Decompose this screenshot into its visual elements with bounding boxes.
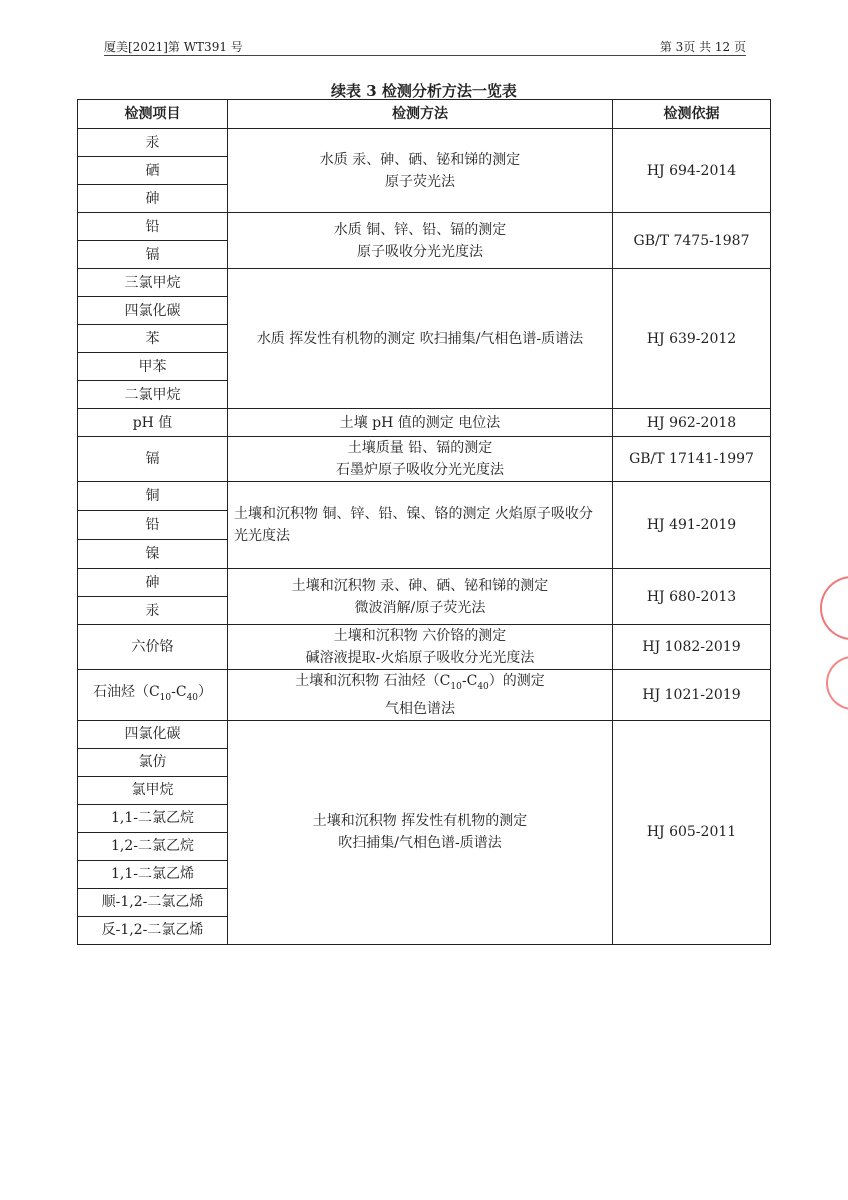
detection-method-text: 土壤 pH 值的测定 电位法: [339, 414, 501, 431]
detection-method: [228, 269, 613, 409]
detection-item: 铅: [78, 213, 228, 241]
detection-item: 四氯化碳: [78, 297, 228, 325]
detection-item: 苯: [78, 325, 228, 353]
detection-method-text: 土壤和沉积物 六价铬的测定 碱溶液提取-火焰原子吸收分光光度法: [305, 628, 535, 666]
detection-method: [228, 409, 613, 437]
detection-item: 镍: [78, 540, 228, 569]
table-row: [78, 129, 771, 157]
table-row: [78, 269, 771, 297]
detection-method: [228, 213, 613, 269]
detection-item: 1,1-二氯乙烷: [78, 804, 228, 832]
detection-basis: HJ 694-2014: [613, 129, 771, 213]
detection-basis: GB/T 17141-1997: [613, 437, 771, 482]
detection-method-text: 土壤和沉积物 汞、砷、硒、铋和锑的测定 微波消解/原子荧光法: [291, 577, 549, 616]
detection-method-text: 水质 挥发性有机物的测定 吹扫捕集/气相色谱-质谱法: [256, 330, 584, 347]
header-rule: [104, 55, 746, 56]
column-header-item: 检测项目: [78, 100, 228, 129]
page-header: [104, 38, 746, 60]
detection-item: 汞: [78, 597, 228, 625]
detection-method-text: 水质 铜、锌、铅、镉的测定 原子吸收分光光度法: [333, 221, 507, 260]
detection-item: 硒: [78, 157, 228, 185]
report-number: 厦美[2021]第 WT391 号: [104, 40, 243, 54]
page-indicator: 第 3页 共 12 页: [659, 40, 746, 54]
detection-basis: HJ 962-2018: [613, 409, 771, 437]
detection-method-text: 土壤和沉积物 石油烃$(C_{10}-C_{40})$的测定 气相色谱法: [295, 673, 545, 717]
table-row: [78, 482, 771, 511]
table-body: [78, 129, 771, 945]
detection-basis: HJ 1021-2019: [613, 670, 771, 721]
detection-item: 三氯甲烷: [78, 269, 228, 297]
detection-item: 汞: [78, 129, 228, 157]
detection-item: 石油烃$(C_{10}-C_{40})$: [78, 670, 228, 721]
detection-item: 反-1,2-二氯乙烯: [78, 916, 228, 944]
table-title: 续表 3 检测分析方法一览表: [331, 82, 517, 100]
detection-item: pH 值: [78, 409, 228, 437]
detection-item: 氯仿: [78, 748, 228, 776]
detection-item: 氯甲烷: [78, 776, 228, 804]
detection-method-text: 水质 汞、砷、硒、铋和锑的测定 原子荧光法: [319, 151, 521, 190]
detection-item: 二氯甲烷: [78, 381, 228, 409]
detection-method-text: 土壤质量 铅、镉的测定 石墨炉原子吸收分光光度法: [336, 440, 504, 478]
detection-item: 1,2-二氯乙烷: [78, 832, 228, 860]
detection-method: [228, 625, 613, 670]
detection-method: [228, 569, 613, 625]
table-row: [78, 409, 771, 437]
table-header-row: [78, 100, 771, 129]
detection-basis: HJ 680-2013: [613, 569, 771, 625]
detection-item: 甲苯: [78, 353, 228, 381]
table-row: [78, 720, 771, 748]
detection-item: 铜: [78, 482, 228, 511]
detection-item: 铅: [78, 511, 228, 540]
detection-method: [228, 482, 613, 569]
table-row: [78, 213, 771, 241]
detection-item: 六价铬: [78, 625, 228, 670]
table-row: [78, 569, 771, 597]
detection-basis: HJ 1082-2019: [613, 625, 771, 670]
column-header-method: 检测方法: [228, 100, 613, 129]
column-header-basis: 检测依据: [613, 100, 771, 129]
table-row: [78, 437, 771, 482]
detection-method-text: 土壤和沉积物 挥发性有机物的测定 吹扫捕集/气相色谱-质谱法: [312, 813, 528, 852]
detection-method: [228, 437, 613, 482]
red-seal-stamp: [812, 576, 848, 736]
detection-item: 1,1-二氯乙烯: [78, 860, 228, 888]
detection-method: [228, 129, 613, 213]
table-row: [78, 625, 771, 670]
detection-method: [228, 720, 613, 944]
detection-item: 砷: [78, 569, 228, 597]
detection-method: [228, 670, 613, 721]
detection-item: 镉: [78, 437, 228, 482]
detection-item: 砷: [78, 185, 228, 213]
detection-basis: GB/T 7475-1987: [613, 213, 771, 269]
detection-item: 顺-1,2-二氯乙烯: [78, 888, 228, 916]
detection-basis: HJ 491-2019: [613, 482, 771, 569]
detection-method-text: 土壤和沉积物 铜、锌、铅、镍、铬的测定 火焰原子吸收分光光度法: [234, 506, 593, 544]
detection-item: 四氯化碳: [78, 720, 228, 748]
methods-table: [77, 99, 771, 945]
detection-basis: HJ 605-2011: [613, 720, 771, 944]
table-row: [78, 670, 771, 721]
detection-item: 镉: [78, 241, 228, 269]
detection-basis: HJ 639-2012: [613, 269, 771, 409]
